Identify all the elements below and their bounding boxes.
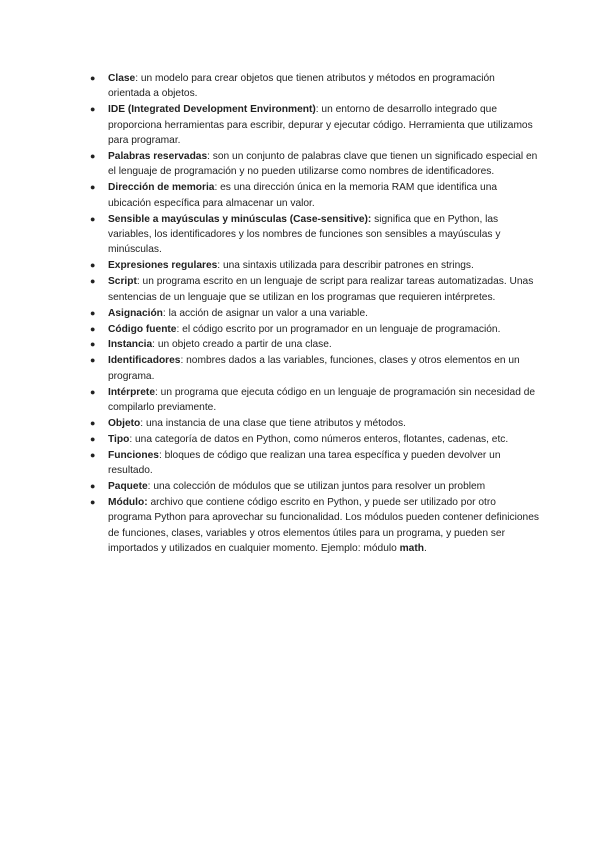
- term-separator: :: [140, 417, 144, 429]
- definition: significa que en Python, las variables, los identificadores y los nombres de funciones son sensibles a mayúsculas y minúsculas.: [108, 213, 501, 256]
- list-item: [90, 353, 540, 384]
- term: Expresiones regulares: [108, 260, 218, 272]
- term: Código fuente: [108, 323, 177, 335]
- glossary-list: [90, 71, 540, 557]
- bullet-icon: ●: [90, 355, 96, 366]
- bullet-icon: ●: [90, 276, 96, 287]
- term: Intérprete: [108, 386, 155, 398]
- term: Clase: [108, 73, 136, 84]
- list-item: [90, 306, 540, 321]
- definition-tail: .: [423, 543, 427, 555]
- term: Objeto: [108, 417, 141, 429]
- list-item: [90, 385, 540, 416]
- bullet-icon: ●: [90, 104, 96, 115]
- term: Paquete: [108, 481, 148, 493]
- list-item: [90, 180, 540, 211]
- bullet-icon: ●: [90, 417, 96, 428]
- list-item: [90, 71, 540, 102]
- term: Tipo: [108, 433, 130, 445]
- term-separator: :: [315, 104, 319, 116]
- list-item: [90, 337, 540, 352]
- bullet-icon: ●: [90, 496, 96, 507]
- term: Funciones: [108, 449, 159, 461]
- bullet-icon: ●: [90, 339, 96, 350]
- definition: un objeto creado a partir de una clase.: [155, 339, 332, 351]
- list-item: [90, 102, 540, 148]
- definition: la acción de asignar un valor a una variable.: [165, 307, 368, 319]
- list-item: [90, 495, 540, 557]
- bullet-icon: ●: [90, 307, 96, 318]
- term: Instancia: [108, 339, 153, 351]
- bullet-icon: ●: [90, 260, 96, 271]
- term: Sensible a mayúsculas y minúsculas (Case-sensitive):: [108, 213, 372, 225]
- list-item: [90, 212, 540, 258]
- term-separator: :: [129, 433, 133, 445]
- term: Script: [108, 276, 137, 288]
- definition: nombres dados a las variables, funciones, clases y otros elementos en un programa.: [108, 355, 520, 382]
- term-separator: :: [136, 276, 140, 288]
- bullet-icon: ●: [90, 73, 96, 83]
- definition: una colección de módulos que se utilizan juntos para resolver un problem: [150, 481, 486, 493]
- list-item: [90, 416, 540, 431]
- bullet-icon: ●: [90, 323, 96, 334]
- term-separator: :: [147, 481, 151, 493]
- term-separator: :: [155, 386, 158, 398]
- bullet-icon: ●: [90, 213, 96, 224]
- term-separator: :: [217, 260, 221, 272]
- term: Identificadores: [108, 355, 181, 367]
- definition: un modelo para crear objetos que tienen atributos y métodos en programación orientada a objetos.: [108, 73, 495, 100]
- term: Módulo:: [108, 496, 148, 508]
- definition: una categoría de datos en Python, como números enteros, flotantes, cadenas, etc.: [132, 433, 509, 445]
- bullet-icon: ●: [90, 182, 96, 193]
- list-item: [90, 432, 540, 447]
- bullet-icon: ●: [90, 433, 96, 444]
- term-separator: :: [214, 182, 218, 194]
- definition: un entorno de desarrollo integrado que proporciona herramientas para escribir, depurar y ejecutar código. Herramienta que utilizamos para programar.: [108, 104, 533, 147]
- definition: un programa que ejecuta código en un lenguaje de programación sin necesidad de compilarlo previamente.: [108, 386, 536, 414]
- term-separator: :: [162, 307, 166, 319]
- definition: bloques de código que realizan una tarea específica y pueden devolver un resultado.: [108, 449, 501, 477]
- term-separator: :: [152, 339, 156, 351]
- definition: es una dirección única en la memoria RAM que identifica una ubicación específica para almacenar un valor.: [108, 182, 498, 209]
- term-separator: :: [180, 355, 184, 367]
- definition: son un conjunto de palabras clave que tienen un significado especial en el lenguaje de programación y no pueden utilizarse como nombres de identificadores.: [108, 151, 538, 178]
- list-item: [90, 479, 540, 494]
- term: Palabras reservadas: [108, 151, 208, 163]
- definition: una sintaxis utilizada para describir patrones en strings.: [220, 260, 474, 272]
- definition: el código escrito por un programador en un lenguaje de programación.: [179, 323, 501, 335]
- list-item: [90, 258, 540, 273]
- term: Asignación: [108, 307, 163, 319]
- definition: archivo que contiene código escrito en Python, y puede ser utilizado por otro programa Python para aprovechar su funcionalidad. Los módulos pueden contener definiciones de funciones, clases, variables y otros elementos útiles para un programa, y pueden ser importados y utilizados en cualquier momento. Ejemplo: módulo: [108, 496, 539, 555]
- code-word: math: [399, 543, 424, 555]
- bullet-icon: ●: [90, 481, 96, 492]
- term: IDE (Integrated Development Environment): [108, 104, 316, 116]
- definition: un programa escrito en un lenguaje de script para realizar tareas automatizadas. Unas sentencias de un lenguaje que se utilizan en los programas que requieren intérpretes.: [108, 276, 534, 303]
- definition: una instancia de una clase que tiene atributos y métodos.: [143, 417, 406, 429]
- term-separator: :: [176, 323, 180, 335]
- list-item: [90, 149, 540, 180]
- term-separator: :: [207, 151, 210, 163]
- term: Dirección de memoria: [108, 182, 215, 194]
- list-item: [90, 322, 540, 337]
- term-separator: :: [158, 449, 162, 461]
- list-item: [90, 448, 540, 479]
- bullet-icon: ●: [90, 449, 96, 460]
- bullet-icon: ●: [90, 151, 96, 162]
- list-item: [90, 274, 540, 305]
- term-separator: :: [135, 73, 139, 84]
- bullet-icon: ●: [90, 386, 96, 397]
